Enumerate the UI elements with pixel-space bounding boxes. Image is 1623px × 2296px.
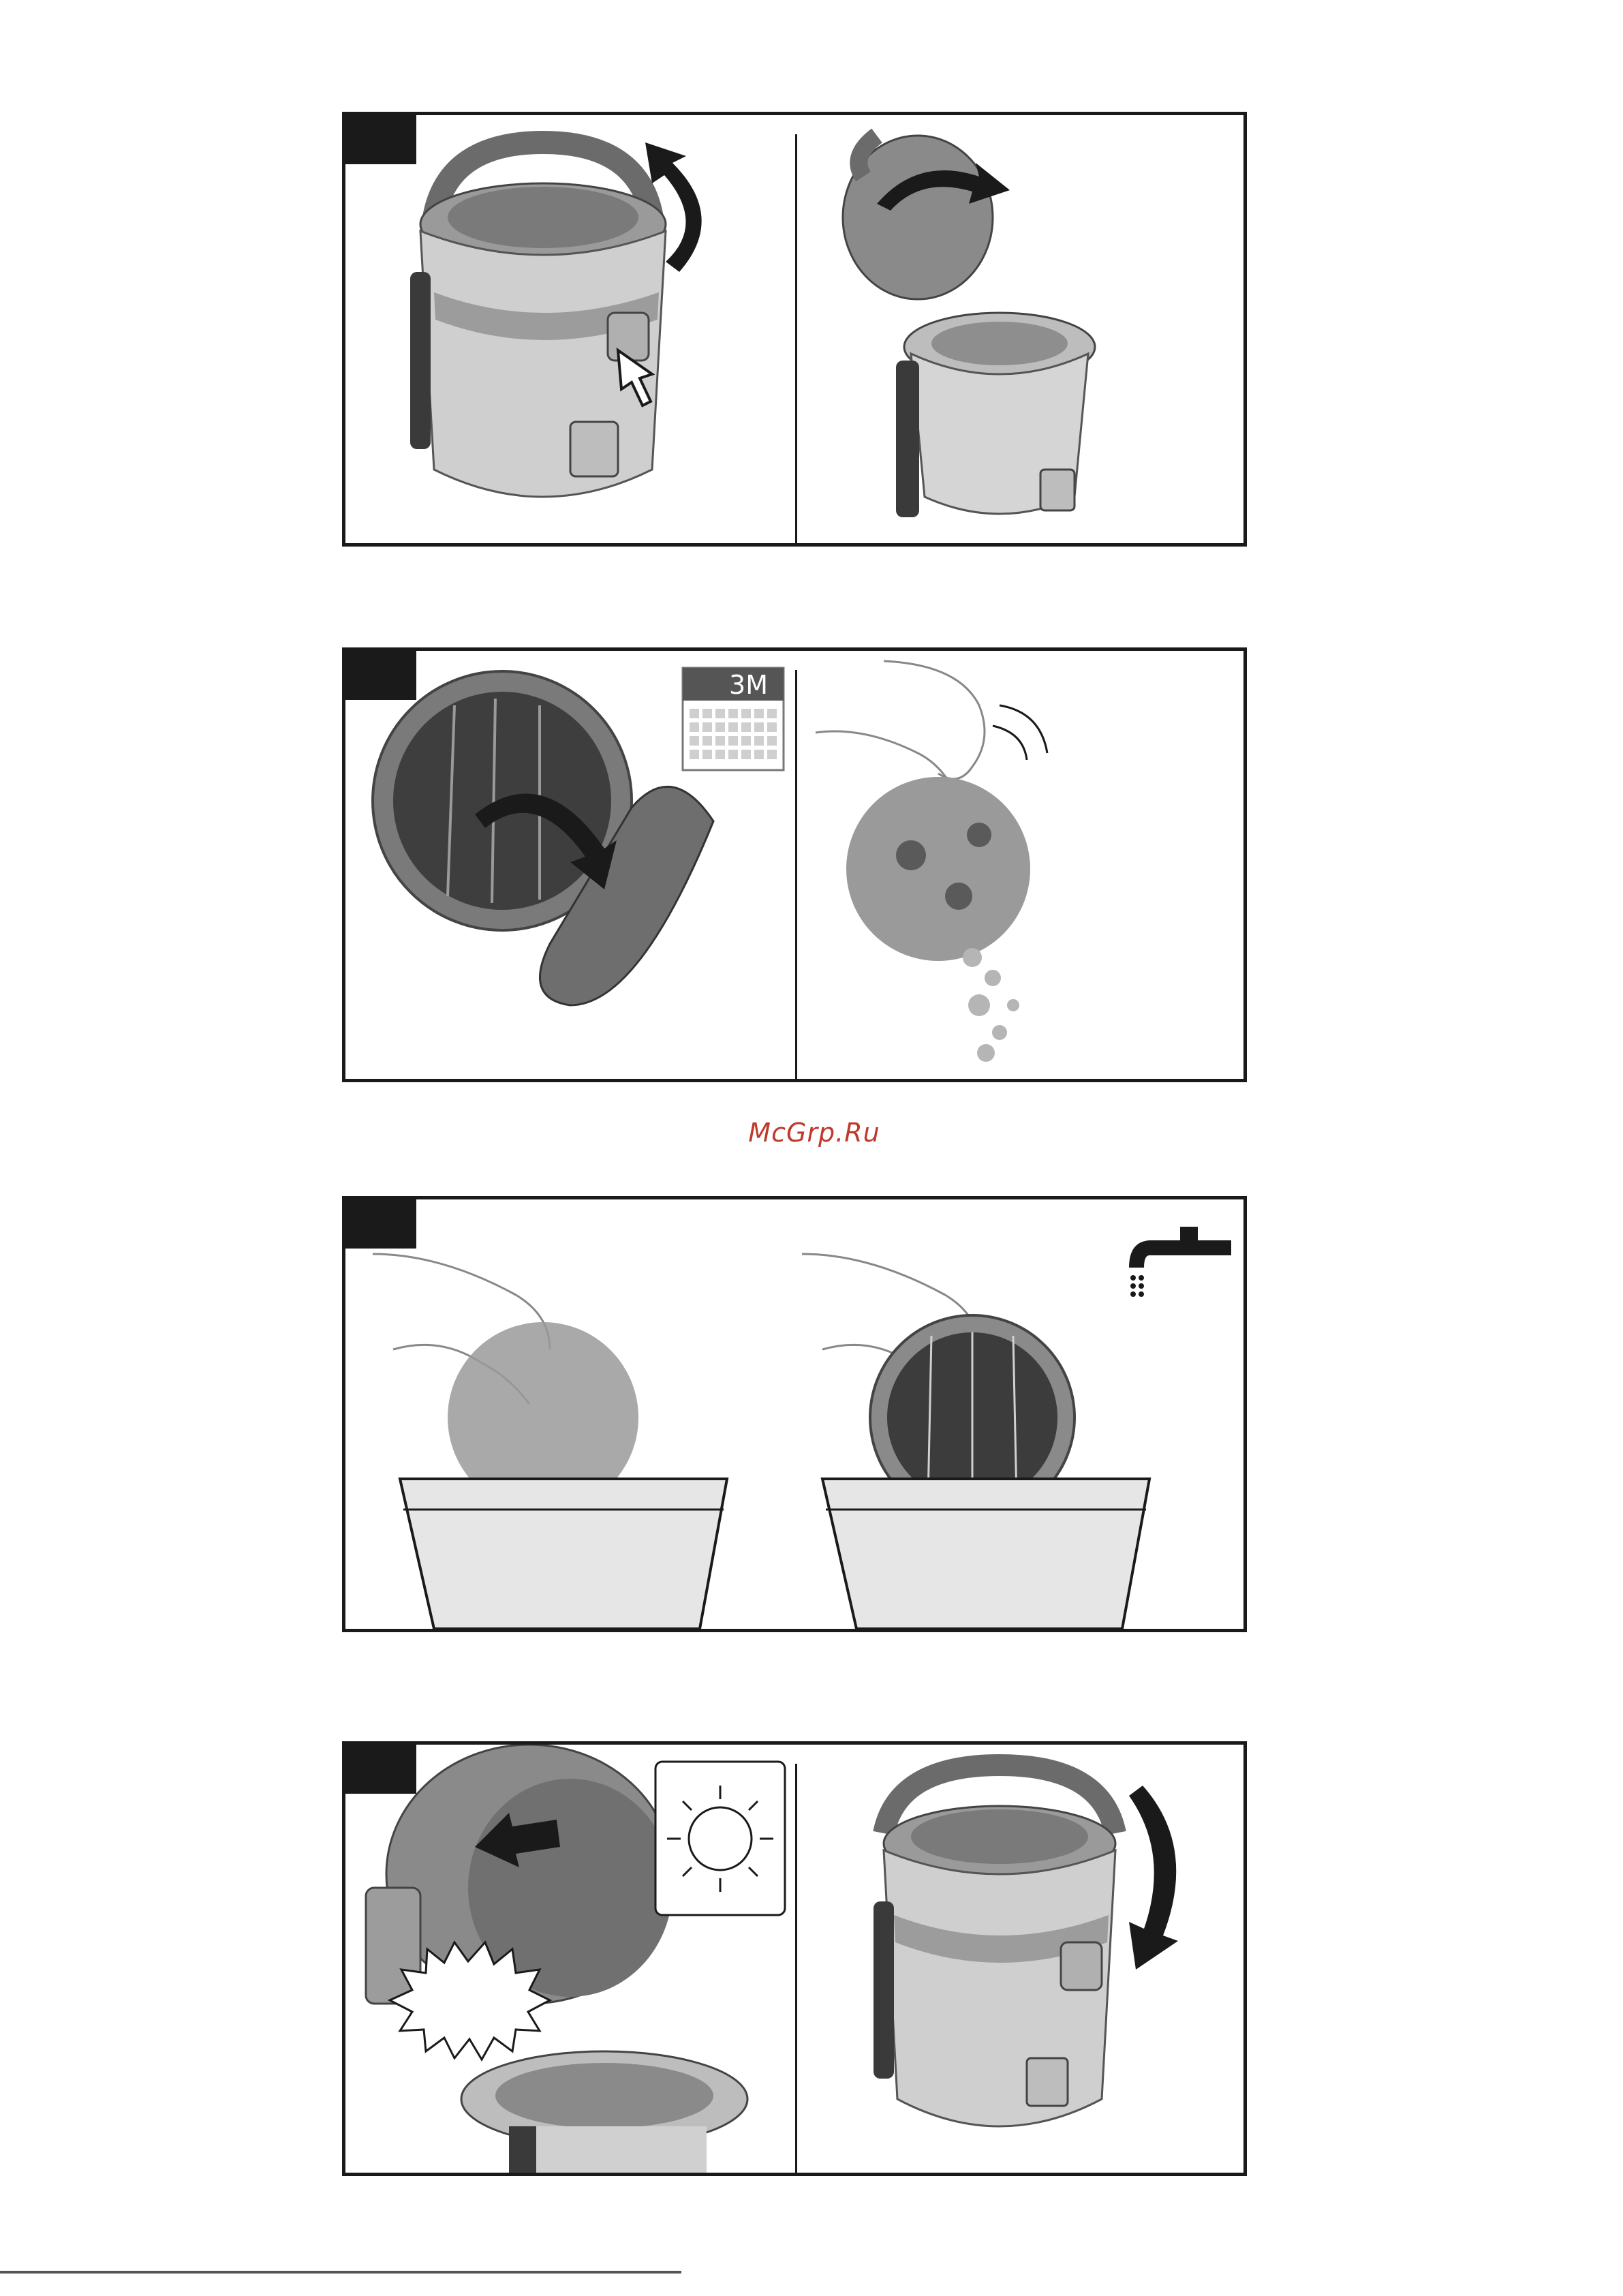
- calendar-day-cell: [767, 709, 777, 718]
- dust-clump: [945, 883, 972, 910]
- water-basin: [400, 1479, 727, 1629]
- calendar-day-cell: [741, 750, 751, 759]
- sun-dry-icon: [655, 1762, 785, 1915]
- calendar-day-cell: [702, 736, 712, 746]
- calendar-day-cell: [715, 709, 725, 718]
- vacuum-canister-open: [843, 136, 1095, 517]
- calendar-day-cell: [690, 750, 699, 759]
- calendar-day-cell: [715, 750, 725, 759]
- calendar-day-cell: [702, 722, 712, 732]
- step-3-illustration: [345, 1199, 1243, 1629]
- hand-outline: [884, 661, 985, 779]
- calendar-day-cell: [767, 750, 777, 759]
- step-1-illustration: [345, 115, 1243, 543]
- dust-clump: [967, 823, 991, 847]
- step-panel-3: [342, 1196, 1247, 1632]
- water-tap-icon: [1129, 1227, 1231, 1297]
- calendar-day-cell: [728, 736, 738, 746]
- falling-dust: [963, 948, 1019, 1062]
- calendar-day-cell: [754, 709, 764, 718]
- dusty-foam-filter: [846, 777, 1030, 961]
- calendar-day-cell: [728, 722, 738, 732]
- calendar-day-cell: [728, 750, 738, 759]
- water-basin: [822, 1479, 1149, 1629]
- step-panel-4: [342, 1741, 1247, 2176]
- calendar-day-cell: [754, 736, 764, 746]
- calendar-day-cell: [702, 709, 712, 718]
- calendar-day-cell: [728, 709, 738, 718]
- step-panel-2: [342, 647, 1247, 1082]
- calendar-day-cell: [702, 750, 712, 759]
- calendar-day-cell: [741, 722, 751, 732]
- calendar-day-cell: [741, 709, 751, 718]
- calendar-day-cell: [754, 722, 764, 732]
- step-2-illustration: [345, 651, 1243, 1079]
- calendar-day-cell: [754, 750, 764, 759]
- calendar-day-cell: [715, 722, 725, 732]
- calendar-day-cell: [715, 736, 725, 746]
- step-panel-1: [342, 112, 1247, 547]
- footer-rule: [0, 2271, 681, 2274]
- calendar-day-cell: [767, 722, 777, 732]
- curved-arrow-icon: [1129, 1786, 1178, 1970]
- calendar-day-cell: [690, 736, 699, 746]
- calendar-day-cell: [741, 736, 751, 746]
- calendar-day-cell: [690, 722, 699, 732]
- calendar-day-cell: [690, 709, 699, 718]
- watermark-text: McGrp.Ru: [748, 1118, 880, 1148]
- dust-clump: [896, 840, 926, 870]
- step-4-illustration: [345, 1745, 1243, 2173]
- calendar-label: 3M: [729, 670, 768, 700]
- vacuum-canister: [874, 1765, 1115, 2126]
- vacuum-canister: [410, 142, 666, 497]
- motion-lines-icon: [993, 705, 1047, 760]
- calendar-day-cell: [767, 736, 777, 746]
